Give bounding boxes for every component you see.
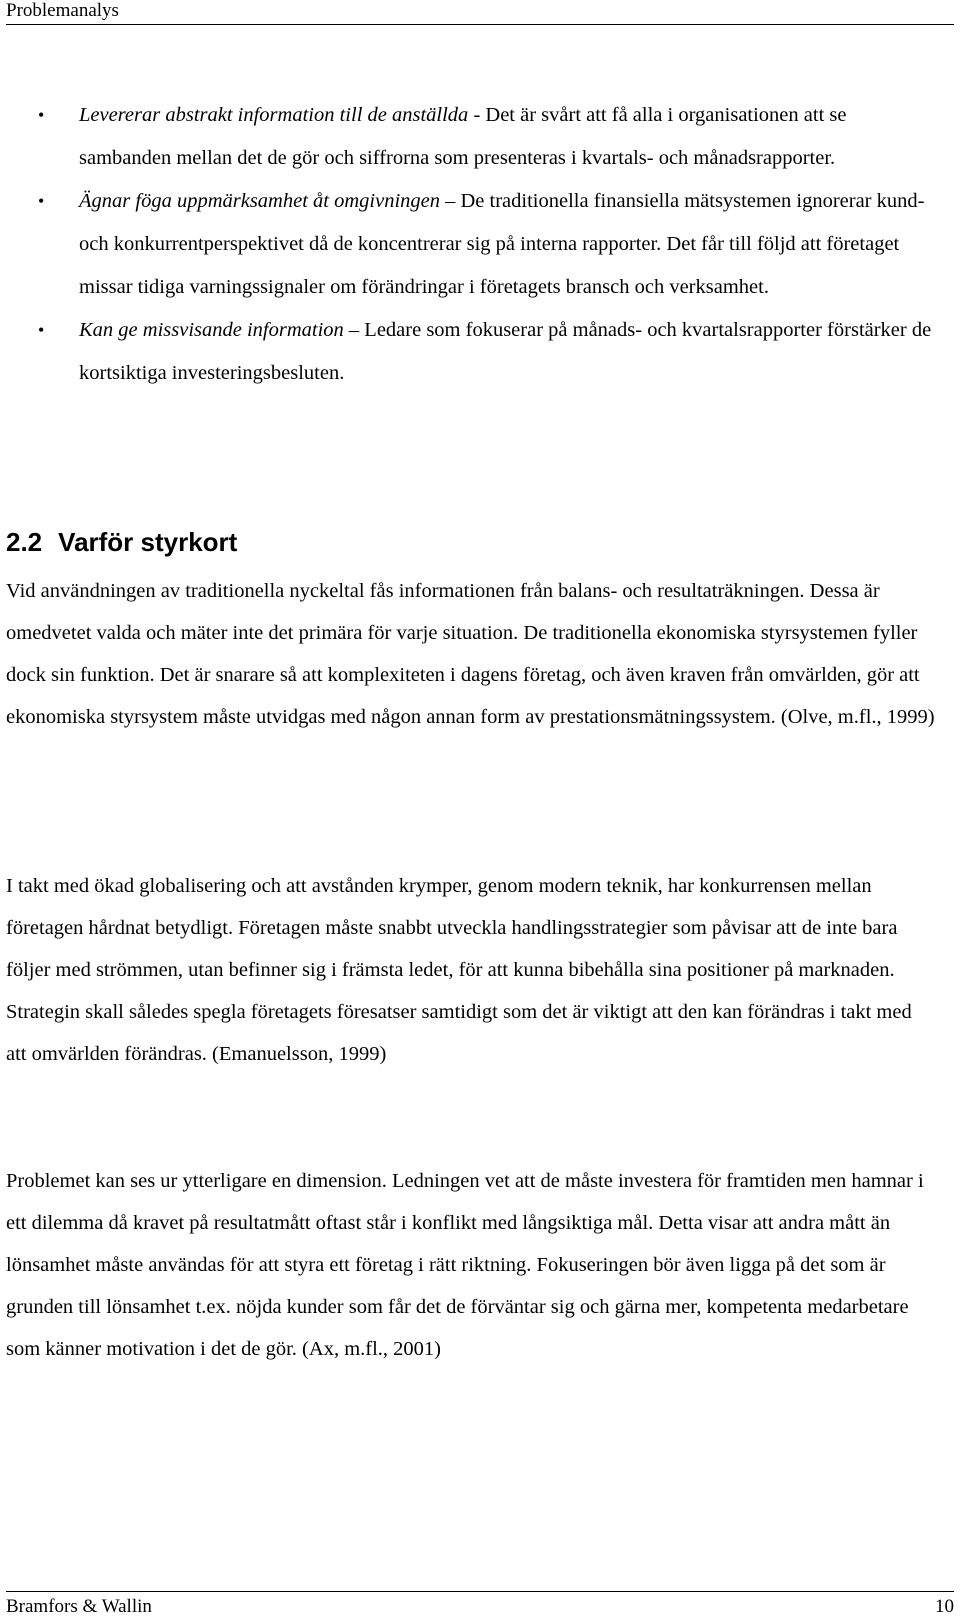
section-number: 2.2 bbox=[6, 527, 43, 557]
footer-authors: Bramfors & Wallin bbox=[6, 1596, 152, 1617]
bullet-separator: – bbox=[343, 319, 365, 341]
list-item bbox=[0, 309, 960, 395]
bullet-text: Ledare som fokuserar på månads- och kvartalsrapporter förstärker de kortsiktiga investeringsbesluten. bbox=[79, 319, 932, 384]
page-number: 10 bbox=[935, 1596, 954, 1617]
header-title: Problemanalys bbox=[6, 0, 119, 21]
bullet-title: Ägnar föga uppmärksamhet åt omgivningen bbox=[79, 190, 440, 212]
bullet-title: Levererar abstrakt information till de anställda bbox=[79, 104, 469, 126]
bullet-icon: • bbox=[38, 105, 45, 125]
bullet-text: De traditionella finansiella mätsystemen ignorerar kund- och konkurrentperspektivet då de koncentrerar sig på interna rapporter. Det får till följd att företaget missar tidiga varningssignaler om förändringar i företagets bransch och verksamhet. bbox=[79, 190, 925, 298]
list-item bbox=[0, 94, 960, 180]
bullet-separator: - bbox=[468, 104, 486, 126]
page-footer bbox=[6, 1591, 954, 1618]
paragraph: Problemet kan ses ur ytterligare en dimension. Ledningen vet att de måste investera för framtiden men hamnar i ett dilemma då kravet på resultatmått oftast står i konflikt med långsiktiga mål. Detta visar att andra mått än lönsamhet måste användas för att styra ett företag i rätt riktning. Fokuseringen bör även ligga på det som är grunden till lönsamhet t.ex. nöjda kunder som får det de förväntar sig och gärna mer, kompetenta medarbetare som känner motivation i det de gör. (Ax, m.fl., 2001) bbox=[6, 1170, 924, 1360]
list-item bbox=[0, 180, 960, 309]
running-header bbox=[6, 0, 954, 25]
bullet-text: Det är svårt att få alla i organisationen att se sambanden mellan det de gör och siffrorna som presenteras i kvartals- och månadsrapporter. bbox=[79, 104, 847, 169]
bullet-icon: • bbox=[38, 320, 45, 340]
paragraph: I takt med ökad globalisering och att avstånden krymper, genom modern teknik, har konkurrensen mellan företagen hårdnat betydligt. Företagen måste snabbt utveckla handlingsstrategier som påvisar att de inte bara följer med strömmen, utan befinner sig i främsta ledet, för att kunna bibehålla sina positioner på marknaden. Strategin skall således spegla företagets föresatser samtidigt som det är viktigt att den kan förändras i takt med att omvärlden förändras. (Emanuelsson, 1999) bbox=[6, 875, 912, 1065]
bullet-separator: – bbox=[440, 190, 461, 212]
bullet-icon: • bbox=[38, 191, 45, 211]
paragraph: Vid användningen av traditionella nyckeltal fås informationen från balans- och resultaträkningen. Dessa är omedvetet valda och mäter inte det primära för varje situation. De traditionella ekonomiska styrsystemen fyller dock sin funktion. Det är snarare så att komplexiteten i dagens företag, och även kraven från omvärlden, gör att ekonomiska styrsystem måste utvidgas med någon annan form av prestationsmätningssystem. (Olve, m.fl., 1999) bbox=[6, 580, 935, 728]
bullet-list bbox=[0, 94, 960, 395]
bullet-title: Kan ge missvisande information bbox=[79, 319, 344, 341]
section-heading bbox=[6, 520, 237, 564]
section-title: Varför styrkort bbox=[58, 527, 238, 557]
